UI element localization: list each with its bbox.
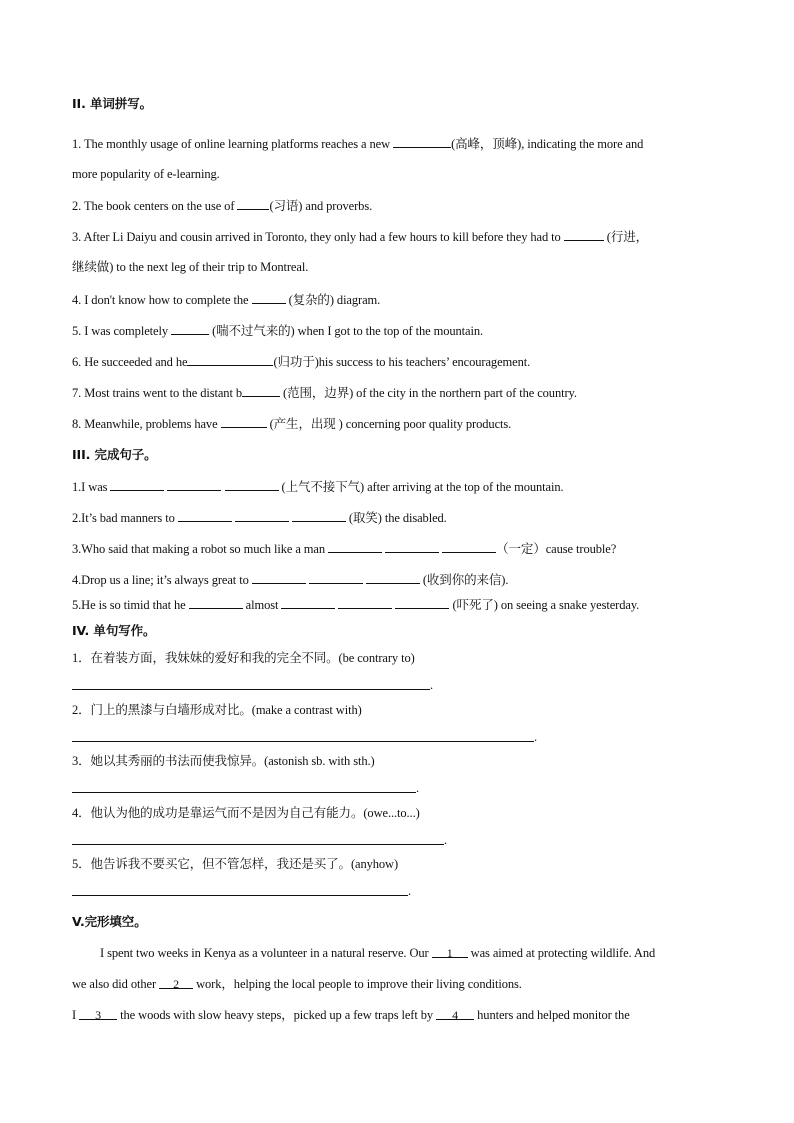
ii-question-6 bbox=[72, 353, 530, 370]
ii-q2-blank[interactable] bbox=[237, 197, 269, 210]
ii-q6-blank[interactable] bbox=[187, 353, 273, 366]
iv-answer-line-2[interactable] bbox=[72, 741, 534, 742]
ii-q8-text: 8. Meanwhile, problems have bbox=[72, 417, 218, 431]
section-iii-title: III. 完成句子。 bbox=[72, 447, 157, 462]
ii-q5-text: 5. I was completely bbox=[72, 324, 168, 338]
iv-answer-line-1[interactable] bbox=[72, 689, 430, 690]
iv-answer-period-2: . bbox=[534, 730, 538, 744]
iii-q5-blank-4[interactable] bbox=[395, 596, 449, 609]
iii-q4-text: 4.Drop us a line; it’s always great to bbox=[72, 573, 249, 587]
iv-answer-line-5[interactable] bbox=[72, 895, 408, 896]
iii-q2-text: 2.It’s bad manners to bbox=[72, 511, 175, 525]
ii-q1-text: 1. The monthly usage of online learning platforms reaches a new bbox=[72, 137, 391, 151]
ii-q4-blank[interactable] bbox=[252, 291, 286, 304]
iv-question-5: 5．他告诉我不要买它，但不管怎样，我还是买了。(anyhow) bbox=[72, 857, 399, 871]
iii-q3-text: 3.Who said that making a robot so much like a man bbox=[72, 542, 326, 556]
iv-answer-period-3: . bbox=[416, 781, 420, 795]
ii-q7-text: 7. Most trains went to the distant b bbox=[72, 386, 242, 400]
ii-q4-hint: (复杂的) diagram. bbox=[288, 293, 381, 307]
v-p1-text: I spent two weeks in Kenya as a volunteer in a natural reserve. Our bbox=[100, 946, 429, 960]
iv-question-3: 3．她以其秀丽的书法而使我惊异。(astonish sb. with sth.) bbox=[72, 754, 375, 768]
v-blank-1[interactable]: 1 bbox=[432, 945, 468, 958]
v-blank-3[interactable]: 3 bbox=[79, 1007, 117, 1020]
iii-q2-hint: (取笑) the disabled. bbox=[348, 511, 447, 525]
iii-q4-hint: (收到你的来信). bbox=[422, 573, 509, 587]
iii-q4-blank-3[interactable] bbox=[366, 571, 420, 584]
iii-q3-blank-3[interactable] bbox=[442, 540, 496, 553]
iii-q5-blank-1[interactable] bbox=[189, 596, 243, 609]
iii-q3-blank-1[interactable] bbox=[328, 540, 382, 553]
iii-q1-blank-3[interactable] bbox=[225, 478, 279, 491]
ii-question-5 bbox=[72, 322, 483, 339]
iii-question-4 bbox=[72, 571, 508, 588]
ii-q2-hint: (习语) and proverbs. bbox=[269, 199, 373, 213]
iii-question-1 bbox=[72, 478, 564, 495]
iv-question-2: 2．门上的黑漆与白墙形成对比。(make a contrast with) bbox=[72, 703, 362, 717]
iii-question-5 bbox=[72, 596, 639, 613]
v-paragraph-line-2 bbox=[72, 976, 522, 992]
iii-q1-blank-1[interactable] bbox=[110, 478, 164, 491]
v-p2-text: we also did other bbox=[72, 977, 157, 991]
iv-question-1: 1．在着装方面，我妹妹的爱好和我的完全不同。(be contrary to) bbox=[72, 651, 415, 665]
iii-q2-blank-2[interactable] bbox=[235, 509, 289, 522]
iv-answer-period-5: . bbox=[408, 884, 412, 898]
iii-question-2 bbox=[72, 509, 447, 526]
ii-question-4 bbox=[72, 291, 380, 308]
ii-q6-hint: (归功于)his success to his teachers’ encouragement. bbox=[273, 355, 531, 369]
ii-question-1-line-2: more popularity of e-learning. bbox=[72, 167, 220, 181]
ii-q1-hint: (高峰，顶峰), indicating the more and bbox=[451, 137, 644, 151]
iii-q1-text: 1.I was bbox=[72, 480, 108, 494]
ii-question-2 bbox=[72, 197, 372, 214]
iv-answer-period-1: . bbox=[430, 678, 434, 692]
v-blank-2[interactable]: 2 bbox=[159, 976, 193, 989]
ii-question-3-line-2: 继续做) to the next leg of their trip to Montreal. bbox=[72, 260, 309, 274]
v-paragraph-line-1 bbox=[100, 945, 655, 961]
ii-q3-text: 3. After Li Daiyu and cousin arrived in Toronto, they only had a few hours to kill before they had to bbox=[72, 230, 561, 244]
iii-q4-blank-2[interactable] bbox=[309, 571, 363, 584]
iii-q5-hint: (吓死了) on seeing a snake yesterday. bbox=[452, 598, 640, 612]
iii-question-3 bbox=[72, 540, 616, 557]
ii-q1-blank[interactable] bbox=[393, 135, 451, 148]
ii-q4-text: 4. I don't know how to complete the bbox=[72, 293, 249, 307]
v-p1-text-2: was aimed at protecting wildlife. And bbox=[470, 946, 656, 960]
v-blank-4[interactable]: 4 bbox=[436, 1007, 474, 1020]
iii-q1-blank-2[interactable] bbox=[167, 478, 221, 491]
iii-q5-blank-2[interactable] bbox=[281, 596, 335, 609]
ii-q8-hint: (产生，出现 ) concerning poor quality products. bbox=[269, 417, 512, 431]
ii-question-3-line-1 bbox=[72, 228, 648, 245]
ii-question-7 bbox=[72, 384, 577, 401]
ii-question-1-line-1 bbox=[72, 135, 643, 152]
iii-q5-text-2: almost bbox=[245, 598, 279, 612]
v-paragraph-line-3 bbox=[72, 1007, 630, 1023]
ii-q6-text: 6. He succeeded and he bbox=[72, 355, 188, 369]
ii-q2-text: 2. The book centers on the use of bbox=[72, 199, 235, 213]
ii-q7-hint: (范围，边界) of the city in the northern part of the country. bbox=[283, 386, 577, 400]
section-iv-title: IV. 单句写作。 bbox=[72, 623, 156, 638]
ii-q5-hint: (喘不过气来的) when I got to the top of the mountain. bbox=[212, 324, 484, 338]
iv-question-4: 4．他认为他的成功是靠运气而不是因为自己有能力。(owe...to...) bbox=[72, 806, 420, 820]
iii-q2-blank-1[interactable] bbox=[178, 509, 232, 522]
ii-question-8 bbox=[72, 415, 511, 432]
iv-answer-line-4[interactable] bbox=[72, 844, 444, 845]
ii-q5-blank[interactable] bbox=[171, 322, 209, 335]
section-v-title: V.完形填空。 bbox=[72, 914, 147, 929]
v-p2-text-2: work，helping the local people to improve their living conditions. bbox=[196, 977, 522, 991]
iii-q1-hint: (上气不接下气) after arriving at the top of the mountain. bbox=[281, 480, 564, 494]
v-p3-text: I bbox=[72, 1008, 77, 1022]
iv-answer-line-3[interactable] bbox=[72, 792, 416, 793]
ii-q7-blank[interactable] bbox=[242, 384, 280, 397]
v-p3-text-3: hunters and helped monitor the bbox=[477, 1008, 630, 1022]
section-ii-title: II. 单词拼写。 bbox=[72, 96, 153, 111]
ii-q3-hint: (行进， bbox=[606, 230, 649, 244]
ii-q8-blank[interactable] bbox=[221, 415, 267, 428]
iii-q5-blank-3[interactable] bbox=[338, 596, 392, 609]
iv-answer-period-4: . bbox=[444, 833, 448, 847]
iii-q4-blank-1[interactable] bbox=[252, 571, 306, 584]
iii-q3-blank-2[interactable] bbox=[385, 540, 439, 553]
iii-q2-blank-3[interactable] bbox=[292, 509, 346, 522]
iii-q5-text: 5.He is so timid that he bbox=[72, 598, 186, 612]
iii-q3-hint: （一定）cause trouble? bbox=[496, 542, 617, 556]
ii-q3-blank[interactable] bbox=[564, 228, 604, 241]
v-p3-text-2: the woods with slow heavy steps，picked up a few traps left by bbox=[120, 1008, 434, 1022]
